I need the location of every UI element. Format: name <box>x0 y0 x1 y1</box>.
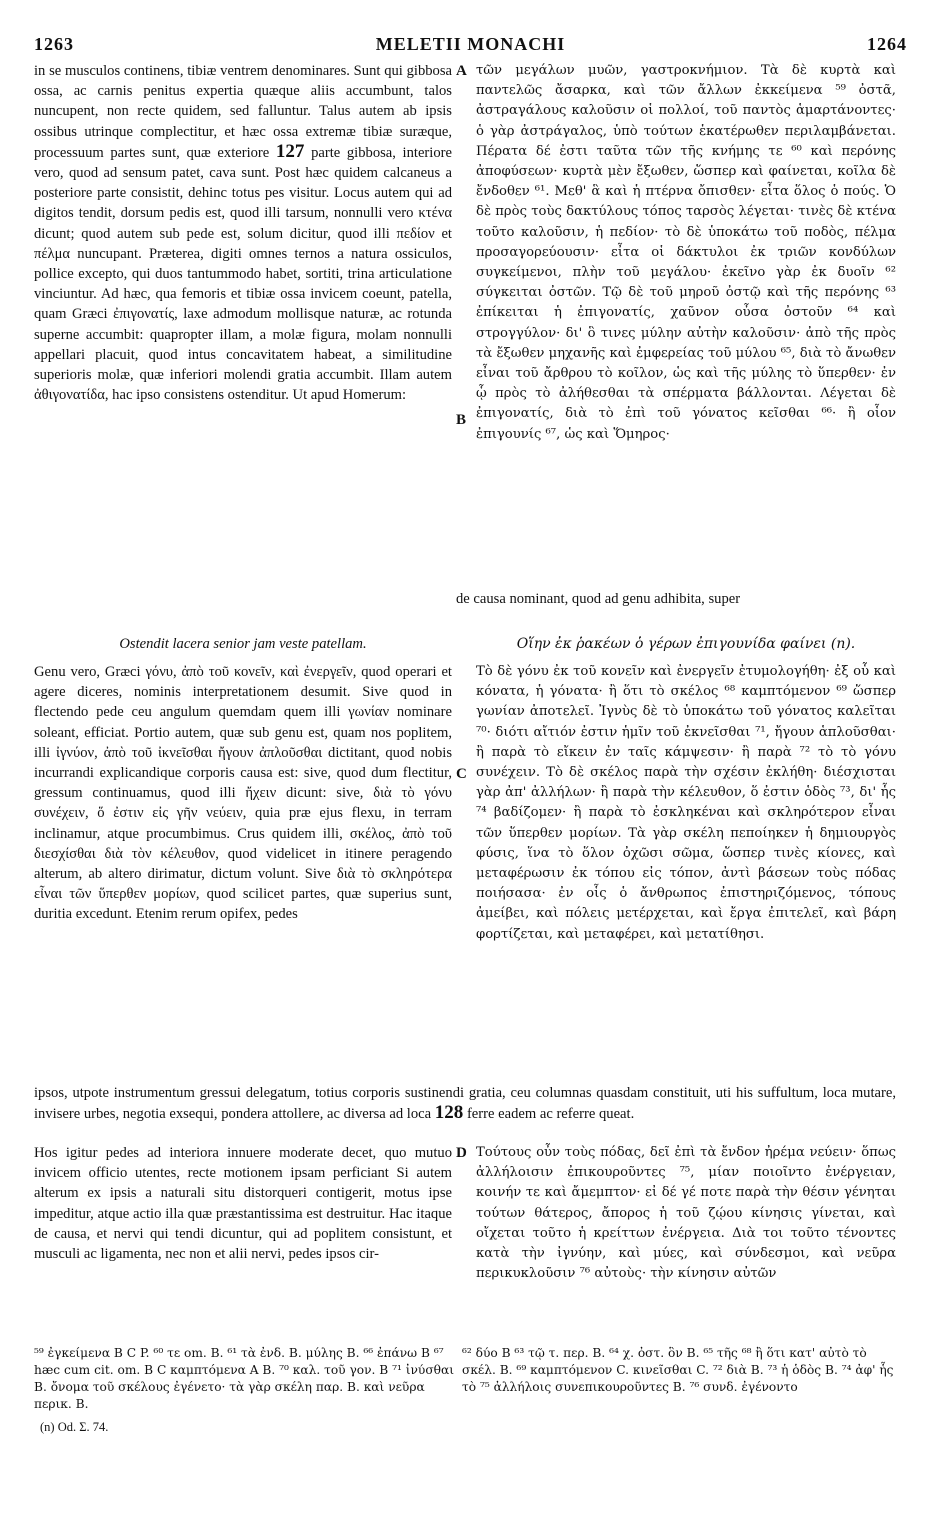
latin-continuation: de causa nominant, quod ad genu adhibita, super <box>456 591 741 607</box>
latin-text: ferre eadem ac referre queat. <box>466 1106 635 1122</box>
margin-marker-d: D <box>456 1145 467 1161</box>
latin-column-section-2 <box>34 662 452 1082</box>
column-number-128: 128 <box>434 1102 464 1123</box>
running-title: MELETII MONACHI <box>375 34 566 54</box>
greek-verse-quote: Οἵην ἐκ ῥακέων ὁ γέρων ἐπιγουνίδα φαίνει (n). <box>516 636 856 652</box>
latin-text: parte gibbosa, interiore vero, quod ad sensum patet, cava sunt. Post hæc quidem calcaneus a posteriore parte consistit, dehinc totus pes visitur. Locus autem qui ad digitos tendit, dorsum pedis est, quod illi tarsum, nonnulli vero κτένα dicunt; quod autem sub pede est, solum dicitur, quod illi πεδίον et πέλμα nuncupant. Præterea, digiti omnes ternos a natura ossiculos, pollice excepto, qui duos tantummodo habet, sortiti, trina articulatione vinciuntur. Ad hæc, qua femoris et tibiæ ossa invicem coeunt, patella, quam Græci ἐπιγονατίς, laxe admodum mollisque naturæ, ac rotunda superne accumbit: quapropter illam, a molæ figura, molam nonnulli appellari placuit, quod intus concavitatem habeat, a similitudine superioris molæ, quæ inferiori molendi gratia accumbit. Illam autem ἀθιγονατίδα, hac ipso consistens ostenditur. Ut apud Homerum: <box>34 144 452 404</box>
source-reference: (n) Od. Σ. 74. <box>40 1420 109 1434</box>
footnotes-right: ⁶² δύο B ⁶³ τῷ τ. περ. B. ⁶⁴ χ. ὀστ. ὃν B. ⁶⁵ τῆς ⁶⁸ ἢ ὅτι κατ' αὐτὸ τὸ σκέλ. B. ⁶⁹ καμπτόμενον C. κινεῖσθαι C. ⁷² διὰ B. ⁷³ ἡ ὁδὸς B. ⁷⁴ ἀφ' ἧς τὸ ⁷⁵ ἀλλήλοις συνεπικουροῦντες B. ⁷⁶ συνδ. ἐγένοντο <box>462 1346 894 1394</box>
latin-column-section-3 <box>34 1143 452 1343</box>
latin-text: in se musculos continens, tibiæ ventrem denominares. Sunt qui gibbosa ossa, ac carnis penitus expertia quæque aliis accumbunt, talos nuncupent, non recte quidem, sed falluntur. Talus autem ab ipsis ossibus utrinque complectitur, et hæc ossa extremæ tibiæ suræque, processuum partes sunt, quæ exteriore <box>34 63 452 161</box>
full-width-latin <box>34 1083 896 1124</box>
greek-text: τῶν μεγάλων μυῶν, γαστροκνήμιον. Τὰ δὲ κυρτὰ καὶ παντελῶς ἄσαρκα, καὶ τῶν ἄλλων ἐκκείμενα ⁵⁹ ὀστᾶ, ἀστραγάλους καλοῦσιν οἱ πολλοί, τοῦ παντὸς ἁμαρτάνοντες· ὁ γὰρ ἀστράγαλος, ὑπὸ τούτων ἑκατέρωθεν περιλαμβάνεται. Πέρατα δέ ἐστι ταῦτα τῶν τῆς κνήμης τε ⁶⁰ καὶ περόνης ἀποφύσεων· κυρτὰ μὲν ἔξωθεν, ὥσπερ καὶ φαίνεται, κοῖλα δὲ ἔνδοθεν ⁶¹. Μεθ' ἃ καὶ ἡ πτέρνα ὄπισθεν· εἶτα ὅλος ὁ πούς. Ὁ δὲ πρὸς τοὺς δακτύλους τόπος ταρσὸς λέγεται· τινὲς δὲ κτένα τοῦτο καλοῦσιν, ἡ πεδίον· τὸ δὲ ὑποκάτω τοῦ ποδὸς, πέλμα προσαγορεύουσιν· εἶτα οἱ δάκτυλοι ἐκ τριῶν κονδύλων συγκείμενοι, πλὴν τοῦ μεγάλου· ἐκεῖνο γὰρ ἐκ δυοῖν ⁶² σύγκειται ὀστῶν. Τῷ δὲ τοῦ μηροῦ ὀστῷ καὶ τῆς περόνης ⁶³ ἐπίκειται ἡ ἐπιγονατίς, χαῦνον οὖσα ὀστοῦν ⁶⁴ καὶ στρογγύλον· δι' ὃ τινες μύλην αὐτὴν καλοῦσιν· ἀπὸ τῆς πρὸς τὰ ἔξωθεν μηχανῆς καὶ ἐμφερείας τοῦ μύλου ⁶⁵, διὰ τὸ ἄνωθεν εἶναι τοῦ ἄρθρου τὸ κοῖλον, ὡς καὶ τῆς μύλης τὸ ὕπερθεν· ἐν ᾧ πρὸς τὸ ἀλήθεσθαι τὰ σπέρματα βάλλονται. Λέγεται δὲ ἐπιγονατίς, διὰ τὸ ἐπὶ τοῦ γόνατος κεῖσθαι ⁶⁶· ἢ οἷον ἐπιγουνίς ⁶⁷, ὡς καὶ Ὅμηρος· <box>476 63 896 442</box>
greek-column-section-2 <box>476 662 896 1062</box>
column-number-127: 127 <box>275 140 305 162</box>
latin-verse-quote: Ostendit lacera senior jam veste patellam. <box>119 636 367 652</box>
latin-column-section-1 <box>34 61 452 629</box>
greek-column-section-1 <box>476 61 896 589</box>
greek-text: Τούτους οὖν τοὺς πόδας, δεῖ ἐπὶ τὰ ἔνδον ἠρέμα νεύειν· ὅπως ἀλλήλοισιν ἐπικουροῦντες ⁷⁵, μίαν ποιοῖντο ἐνέργειαν, κοινήν τε καὶ ἄμεμπτον· εἰ δέ γέ ποτε παρὰ τὴν θέσιν γένηται τούτων θάτερος, ἄπορος ἡ τοῦ ζῴου κίνησις γίνεται, καὶ οἴχεται τοῦτο ἡ κρείττων ἐνέργεια. Διὰ τοι τοῦτο τένοντες κατὰ τὴν ἰγνύην, καὶ μύες, καὶ σύνδεσμοι, καὶ νεῦρα περικυκλοῦσιν ⁷⁶ αὐτοὺς· τὴν κίνησιν αὐτῶν <box>476 1145 896 1282</box>
page-number-left: 1263 <box>34 34 74 54</box>
margin-marker-b: B <box>456 412 467 428</box>
greek-text: Τὸ δὲ γόνυ ἐκ τοῦ κονεῖν καὶ ἐνεργεῖν ἐτυμολογήθη· ἐξ οὗ καὶ κόνατα, ἡ γόνατα· ἢ ὅτι τὸ σκέλος ⁶⁸ καμπτόμενον ⁶⁹ ὥσπερ γωνίαν ἀποτελεῖ. Ἰγνὺς δὲ τὸ ὑποκάτω τοῦ γόνατος καλεῖται ⁷⁰· διότι αἴτιόν ἐστιν ἡμῖν τοῦ ἐκνεῖσθαι ⁷¹, ἤγουν ἁπλοῦσθαι· ἢ παρὰ τὸ εἴκειν ἐν ταῖς κάμψεσιν· ἢ παρὰ ⁷² τὸ τὸ γόνυ συνέχειν. Τὸ δὲ σκέλος παρὰ τὴν σχέσιν ἐκλήθη· διέσχισται γὰρ ἀπ' ἀλλήλων· ἢ παρὰ τὴν κέλευθον, ὅ ἐστιν ὁδὸς ⁷³, δι' ἧς ⁷⁴ βαδίζομεν· ἢ παρὰ τὸ ἐσκληκέναι καὶ σκληρότερον εἶναι τῶν ὕπερθεν μορίων. Τὰ γὰρ σκέλη πεποίηκεν ἡ δημιουργὸς φύσις, ἵνα τὸ ὅλον ὀχῶσι σῶμα, ὥσπερ τινὲς κίονες, καὶ μεταφέρωσιν ἐκ τόπου εἰς τόπον, ἀντὶ βάσεων τοὺς πόδας ποιήσασα· ἐν οἷς ὁ ἄνθρωπος ἐπιστηριζόμενος, τόπους ἀμείβει, καὶ πόλεις μετέρχεται, καὶ ἔργα ἐπιτελεῖ, καὶ βάρη φορτίζεται, καὶ μεταφέρει, καὶ μετατίθησι. <box>476 664 896 942</box>
running-header <box>34 34 907 56</box>
margin-marker-c: C <box>456 766 467 782</box>
latin-text: Hos igitur pedes ad interiora innuere moderate decet, quo mutuo invicem officio utentes, recte motionem ipsam perficiant Si autem alterum ex ipsis a naturali situ distorqueri contigerit, motus ipse impeditur, atque actio illa quæ præstantissima est destruitur. Hac itaque de causa, et nervi qui tendi dicuntur, qui ad poplitem consistunt, et musculi ac ligamenta, nec non et alii nervi, pedes ipsos cir- <box>34 1145 452 1263</box>
latin-text: Genu vero, Græci γόνυ, ἀπὸ τοῦ κονεῖν, καὶ ἐνεργεῖν, quod operari et agere diceres, nominis interpretationem desumit. Sive quod in flectendo pede ceu angulum quemdam quem illi γωνίαν nominare soleant, efficiat. Portio autem, quæ sub genu est, quam nos poplitem, illi ἰγνύον, ἀπὸ τοῦ ἰκνεῖσθαι ἤγουν ἀπλοῦσθαι dictitant, quod nobis incurrandi explicandique corporis causa est: sive, quod dum flectitur, gressum continuamus, quod illi ἤχειν dicunt: sive, διὰ τὸ γόνυ συνέχειν, ὅ ἐστιν εἰς γῆν νεύειν, quia præ ejus flexu, in terram inclinamur, atque procumbimus. Crus quidem illi, σκέλος, ἀπὸ τοῦ διεσχίσθαι διὰ τὸν κέλευθον, quod videlicet in itinere peragendo alterum, ab altero dirimatur, dictum volunt. Sive διὰ τὸ σκληρότερα εἶναι τῶν ὕπερθεν μορίων, quod scilicet partes, quæ superius sunt, duritia excedunt. Etenim rerum opifex, pedes <box>34 664 452 923</box>
latin-text: ipsos, utpote instrumentum gressui delegatum, totius corporis sustinendi gratia, ceu columnas quasdam constituit, uti his suffultum, loca mutare, invisere urbes, negotia exsequi, pondera attollere, ac diversa ad loca <box>34 1085 896 1122</box>
page-number-right: 1264 <box>867 34 907 54</box>
margin-marker-a: A <box>456 63 467 79</box>
footnotes-left: ⁵⁹ ἐγκείμενα B C P. ⁶⁰ τε om. B. ⁶¹ τὰ ἐνδ. B. μύλης B. ⁶⁶ ἐπάνω B ⁶⁷ hæc cum cit. om. B C καμπτόμενα A B. ⁷⁰ καλ. τοῦ γον. B ⁷¹ ἰνύσθαι B. ὄνομα τοῦ σκέλους ἐγένετο· τὰ γὰρ σκέλη παρ. B. καὶ νεῦρα περικ. B. <box>34 1346 454 1411</box>
greek-column-section-3 <box>476 1143 896 1343</box>
